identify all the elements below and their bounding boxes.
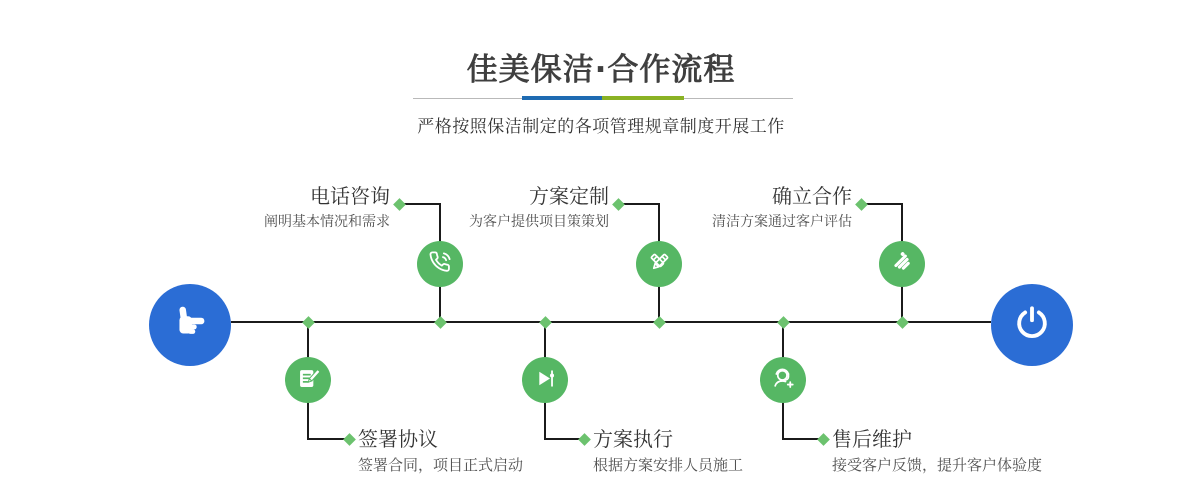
- label-diamond: [343, 433, 356, 446]
- end-node: [991, 284, 1073, 366]
- start-node: [149, 284, 231, 366]
- divider-green-segment: [602, 96, 684, 100]
- step-node-cooperate: [879, 241, 925, 287]
- step-node-contract: [285, 357, 331, 403]
- step-node-plan: [636, 241, 682, 287]
- step-title: 售后维护: [832, 427, 912, 451]
- step-title: 方案执行: [593, 427, 673, 451]
- label-diamond: [578, 433, 591, 446]
- phone-icon: [427, 249, 454, 280]
- step-title: 签署协议: [358, 427, 438, 451]
- step-label-aftersales: [832, 427, 1042, 474]
- step-label-execute: [593, 427, 743, 474]
- step-node-execute: [522, 357, 568, 403]
- divider-blue-segment: [522, 96, 602, 100]
- step-desc: 签署合同，项目正式启动: [358, 456, 524, 474]
- step-label-plan: [469, 184, 609, 231]
- timeline-node-diamond: [653, 316, 666, 329]
- step-node-phone: [417, 241, 463, 287]
- step-label-phone: [264, 184, 390, 231]
- label-diamond: [393, 198, 406, 211]
- timeline: [231, 321, 991, 323]
- step-desc: 接受客户反馈，提升客户体验度: [832, 456, 1043, 474]
- timeline-node-diamond: [539, 316, 552, 329]
- step-title: 电话咨询: [310, 184, 390, 208]
- play-slider-icon: [532, 365, 559, 396]
- step-title: 方案定制: [529, 184, 609, 208]
- timeline-node-diamond: [434, 316, 447, 329]
- crossed-pencils-icon: [646, 249, 673, 280]
- label-diamond: [855, 198, 868, 211]
- divider-gray-right: [684, 98, 793, 99]
- step-desc: 清洁方案通过客户评估: [712, 214, 852, 230]
- divider-gray-left: [413, 98, 522, 99]
- timeline-node-diamond: [302, 316, 315, 329]
- handshake-icon: [889, 249, 916, 280]
- step-label-cooperate: [712, 184, 852, 231]
- page-subtitle: 严格按照保洁制定的各项管理规章制度开展工作: [417, 117, 785, 137]
- contract-pen-icon: [295, 365, 322, 396]
- step-desc: 阐明基本情况和需求: [264, 214, 390, 230]
- customer-service-plus-icon: [770, 365, 797, 396]
- pointing-hand-icon: [167, 300, 213, 350]
- step-desc: 根据方案安排人员施工: [593, 456, 744, 474]
- timeline-node-diamond: [896, 316, 909, 329]
- step-desc: 为客户提供项目策策划: [469, 214, 609, 230]
- label-diamond: [612, 198, 625, 211]
- step-label-contract: [358, 427, 523, 474]
- power-icon: [1010, 301, 1054, 349]
- step-title: 确立合作: [772, 184, 852, 208]
- timeline-node-diamond: [777, 316, 790, 329]
- label-diamond: [817, 433, 830, 446]
- page-title: 佳美保洁·合作流程: [466, 52, 736, 88]
- title-divider: [413, 95, 793, 101]
- step-node-aftersales: [760, 357, 806, 403]
